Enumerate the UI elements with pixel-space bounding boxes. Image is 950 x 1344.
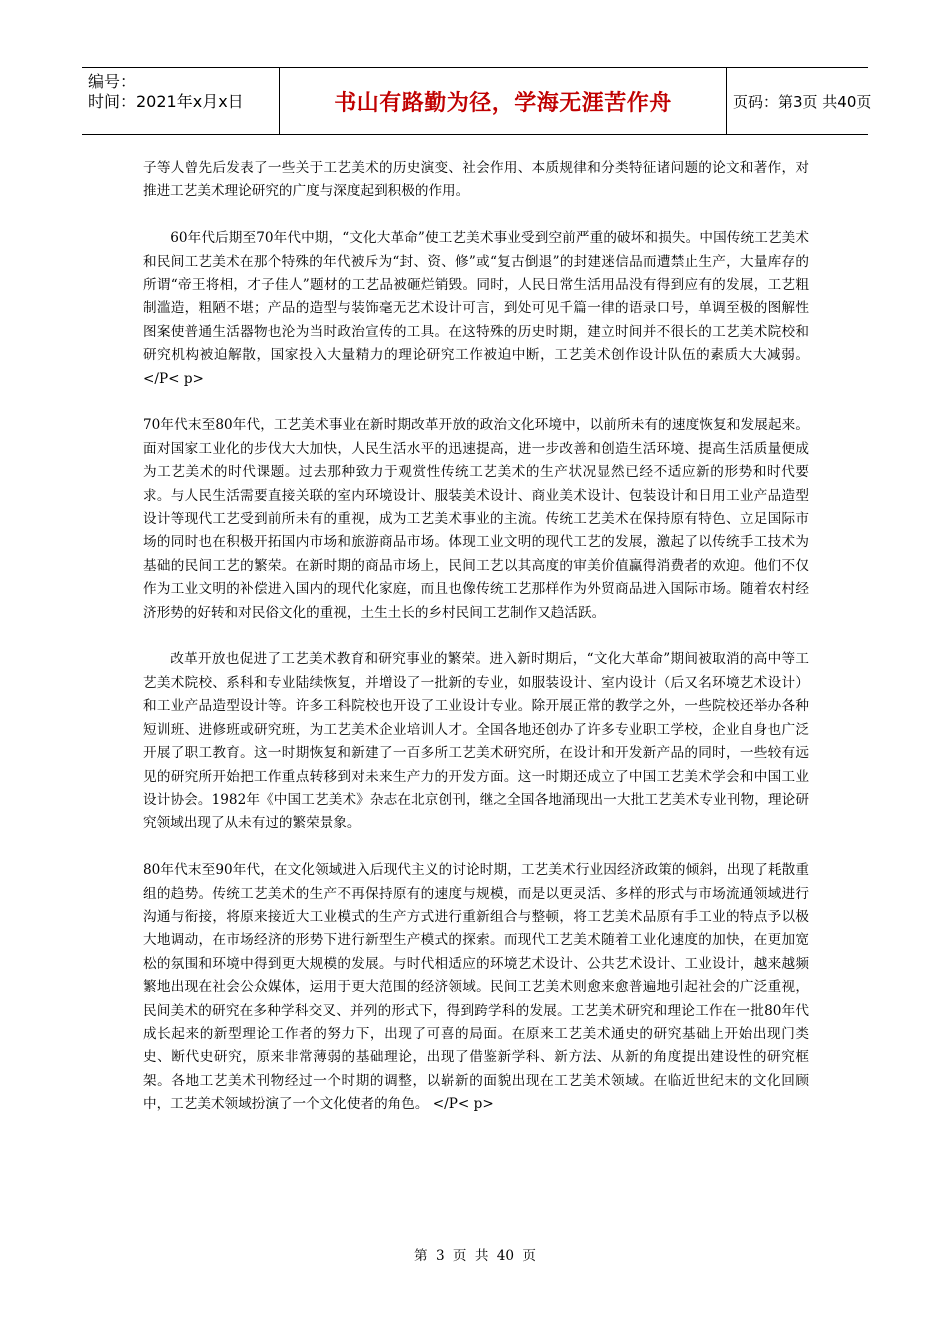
body-paragraph: 70年代末至80年代，工艺美术事业在新时期改革开放的政治文化环境中，以前所未有的速度恢复和发展起来。面对国家工业化的步伐大大加快，人民生活水平的迅速提高，进一步改善和创造生活环境、提高生活质量便成为工艺美术的时代课题。过去那种致力于观赏性传统工艺美术的生产状况显然已经不适应新的形势和时代要求。与人民生活需要直接关联的室内环境设计、服装美术设计、商业美术设计、包装设计和日用工业产品造型设计等现代工艺受到前所未有的重视，成为工艺美术事业的主流。传统工艺美术在保持原有特色、立足国际市场的同时也在积极开拓国内市场和旅游商品市场。体现工业文明的现代工艺的发展，激起了以传统手工技术为基础的民间工艺的繁荣。在新时期的商品市场上，民间工艺以其高度的审美价值赢得消费者的欢迎。他们不仅作为工业文明的补偿进入国内的现代化家庭，而且也像传统工艺那样作为外贸商品进入国际市场。随着农村经济形势的好转和对民俗文化的重视，土生土长的乡村民间工艺制作又趋活跃。	[143, 417, 809, 621]
header-meta-cell	[82, 68, 280, 134]
document-body	[143, 157, 809, 1140]
body-paragraph: 子等人曾先后发表了一些关于工艺美术的历史演变、社会作用、本质规律和分类特征诸问题的论文和著作，对推进工艺美术理论研究的广度与深度起到积极的作用。	[143, 160, 809, 200]
footer-page-number: 第 3 页 共 40 页	[414, 1248, 536, 1264]
body-paragraph: 80年代末至90年代，在文化领域进入后现代主义的讨论时期，工艺美术行业因经济政策的倾斜，出现了耗散重组的趋势。传统工艺美术的生产不再保持原有的速度与规模，而是以更灵活、多样的形式与市场流通领域进行沟通与衔接，将原来接近大工业模式的生产方式进行重新组合与整顿，将工艺美术品原有手工业的特点予以极大地调动，在市场经济的形势下进行新型生产模式的探索。而现代工艺美术随着工业化速度的加快，在更加宽松的氛围和环境中得到更大规模的发展。与时代相适应的环境艺术设计、公共艺术设计、工业设计，越来越频繁地出现在社会公众媒体，运用于更大范围的经济领域。民间工艺美术则愈来愈普遍地引起社会的广泛重视，民间美术的研究在多种学科交叉、并列的形式下，得到跨学科的发展。工艺美术研究和理论工作在一批80年代成长起来的新型理论工作者的努力下，出现了可喜的局面。在原来工艺美术通史的研究基础上开始出现门类史、断代史研究，原来非常薄弱的基础理论，出现了借鉴新学科、新方法、从新的角度提出建设性的研究框架。各地工艺美术刊物经过一个时期的调整，以崭新的面貌出现在工艺美术领域。在临近世纪末的文化回顾中，工艺美术领域扮演了一个文化使者的角色。 </P< p>	[143, 862, 809, 1113]
page-footer	[0, 1244, 950, 1264]
header-motto-cell	[280, 68, 727, 134]
page-header	[82, 67, 872, 135]
document-number-label: 编号：	[88, 72, 137, 91]
body-paragraph: 60年代后期至70年代中期，“文化大革命”使工艺美术事业受到空前严重的破坏和损失。中国传统工艺美术和民间工艺美术在那个特殊的年代被斥为“封、资、修”或“复古倒退”的封建迷信品而遭禁止生产，大量库存的所谓“帝王将相，才子佳人”题材的工艺品被砸烂销毁。同时，人民日常生活用品没有得到应有的发展，工艺粗制滥造，粗陋不堪；产品的造型与装饰毫无艺术设计可言，到处可见千篇一律的语录口号，单调至极的图解性图案使普通生活器物也沦为当时政治宣传的工具。在这特殊的历史时期，建立时间并不很长的工艺美术院校和研究机构被迫解散，国家投入大量精力的理论研究工作被迫中断，工艺美术创作设计队伍的素质大大减弱。</P< p>	[143, 230, 809, 387]
header-page-cell	[727, 68, 872, 134]
document-date: 时间：2021年x月x日	[88, 92, 244, 111]
header-page-info: 页码：第3页 共40页	[733, 92, 872, 111]
body-paragraph: 改革开放也促进了工艺美术教育和研究事业的繁荣。进入新时期后，“文化大革命”期间被取消的高中等工艺美术院校、系科和专业陆续恢复，并增设了一批新的专业，如服装设计、室内设计（后又名环境艺术设计）和工业产品造型设计等。许多工科院校也开设了工业设计专业。除开展正常的教学之外，一些院校还举办各种短训班、进修班或研究班，为工艺美术企业培训人才。全国各地还创办了许多专业职工学校，企业自身也广泛开展了职工教育。这一时期恢复和新建了一百多所工艺美术研究所，在设计和开发新产品的同时，一些较有远见的研究所开始把工作重点转移到对未来生产力的开发方面。这一时期还成立了中国工艺美术学会和中国工业设计协会。1982年《中国工艺美术》杂志在北京创刊，继之全国各地涌现出一大批工艺美术专业刊物，理论研究领域出现了从未有过的繁荣景象。	[143, 651, 809, 832]
motto-text: 书山有路勤为径，学海无涯苦作舟	[334, 90, 672, 116]
